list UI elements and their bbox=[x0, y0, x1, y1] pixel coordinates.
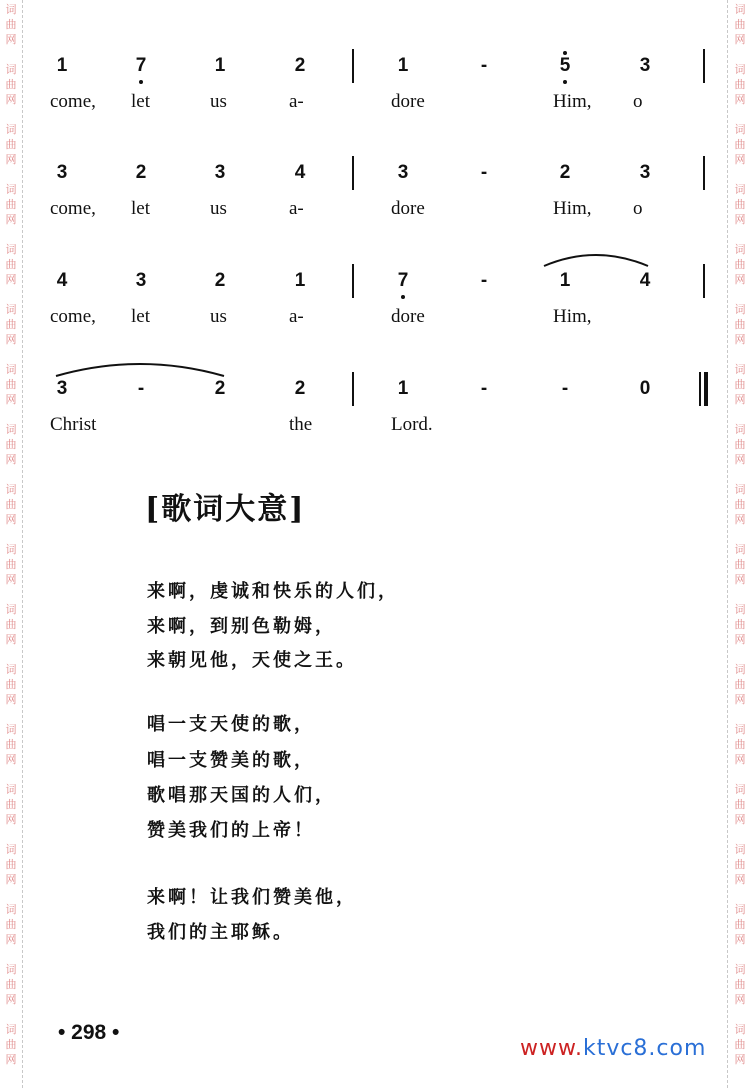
score-note bbox=[280, 55, 320, 77]
watermark-char: 词 bbox=[5, 783, 17, 796]
watermark-char: 词 bbox=[5, 423, 17, 436]
score-note bbox=[121, 378, 161, 400]
watermark-char: 词 bbox=[734, 363, 746, 376]
watermark-char: 网 bbox=[5, 453, 17, 466]
bar-line bbox=[352, 372, 354, 406]
watermark-char: 词 bbox=[5, 483, 17, 496]
watermark-char: 曲 bbox=[734, 858, 746, 871]
watermark-char: 词 bbox=[5, 3, 17, 16]
watermark-char: 词 bbox=[5, 63, 17, 76]
watermark-char: 曲 bbox=[5, 498, 17, 511]
watermark-char: 曲 bbox=[5, 858, 17, 871]
watermark-char: 曲 bbox=[5, 558, 17, 571]
watermark-char: 网 bbox=[734, 153, 746, 166]
score-lyric: come, bbox=[50, 306, 96, 327]
watermark-char: 词 bbox=[734, 783, 746, 796]
score-note-digit: 7 bbox=[397, 270, 409, 291]
watermark-char: 网 bbox=[734, 933, 746, 946]
watermark-char: 网 bbox=[734, 573, 746, 586]
score-note bbox=[464, 55, 504, 77]
score-note bbox=[383, 270, 423, 292]
poem-line: 来朝见他，天使之王。 bbox=[147, 650, 357, 671]
watermark-char: 词 bbox=[5, 123, 17, 136]
watermark-char: 曲 bbox=[734, 18, 746, 31]
score-note bbox=[464, 162, 504, 184]
watermark-char: 曲 bbox=[734, 258, 746, 271]
watermark-char: 词 bbox=[5, 363, 17, 376]
score-note bbox=[625, 270, 665, 292]
score-note bbox=[545, 55, 585, 77]
watermark-char: 词 bbox=[5, 1023, 17, 1036]
watermark-char: 网 bbox=[5, 213, 17, 226]
score-note bbox=[280, 378, 320, 400]
watermark-char: 网 bbox=[5, 753, 17, 766]
watermark-char: 网 bbox=[734, 213, 746, 226]
score-lyric: Christ bbox=[50, 414, 97, 435]
watermark-char: 网 bbox=[5, 1053, 17, 1066]
watermark-char: 曲 bbox=[734, 918, 746, 931]
bar-line bbox=[352, 49, 354, 83]
poem-line: 歌唱那天国的人们， bbox=[147, 785, 336, 806]
score-note bbox=[625, 378, 665, 400]
watermark-char: 网 bbox=[5, 813, 17, 826]
watermark-char: 网 bbox=[5, 573, 17, 586]
watermark-char: 曲 bbox=[5, 978, 17, 991]
watermark-char: 网 bbox=[5, 273, 17, 286]
poem-line: 赞美我们的上帝！ bbox=[147, 820, 315, 841]
watermark-char: 曲 bbox=[734, 618, 746, 631]
poem-line: 我们的主耶稣。 bbox=[147, 922, 294, 943]
score-note bbox=[42, 270, 82, 292]
watermark-char: 词 bbox=[734, 483, 746, 496]
score-note-digit: - bbox=[480, 378, 488, 399]
score-note-digit: 1 bbox=[397, 378, 409, 399]
score-note-digit: - bbox=[480, 55, 488, 76]
page-number: • 298 • bbox=[58, 1021, 120, 1044]
watermark-char: 网 bbox=[5, 933, 17, 946]
score-note-digit: 3 bbox=[135, 270, 147, 291]
score-note-digit: 2 bbox=[294, 378, 306, 399]
score-lyric: dore bbox=[391, 198, 425, 219]
watermark-char: 网 bbox=[734, 993, 746, 1006]
score-note bbox=[545, 162, 585, 184]
bar-line bbox=[703, 156, 705, 190]
watermark-char: 网 bbox=[5, 153, 17, 166]
watermark-char: 网 bbox=[5, 993, 17, 1006]
score-note-digit: - bbox=[137, 378, 145, 399]
watermark-char: 网 bbox=[734, 693, 746, 706]
score-note bbox=[625, 162, 665, 184]
watermark-char: 曲 bbox=[5, 438, 17, 451]
watermark-char: 曲 bbox=[734, 438, 746, 451]
watermark-char: 网 bbox=[734, 1053, 746, 1066]
watermark-char: 词 bbox=[5, 723, 17, 736]
watermark-char: 词 bbox=[734, 1023, 746, 1036]
watermark-char: 曲 bbox=[734, 558, 746, 571]
score-lyric: come, bbox=[50, 91, 96, 112]
score-note-digit: 4 bbox=[294, 162, 306, 183]
score-lyric: a- bbox=[289, 198, 304, 219]
watermark-char: 词 bbox=[734, 723, 746, 736]
watermark-char: 词 bbox=[734, 183, 746, 196]
watermark-char: 网 bbox=[734, 33, 746, 46]
score-lyric: let bbox=[131, 306, 150, 327]
watermark-char: 词 bbox=[5, 543, 17, 556]
watermark-char: 词 bbox=[734, 63, 746, 76]
watermark-char: 曲 bbox=[734, 798, 746, 811]
watermark-char: 词 bbox=[5, 963, 17, 976]
watermark-char: 词 bbox=[734, 3, 746, 16]
watermark-char: 网 bbox=[5, 873, 17, 886]
watermark-char: 网 bbox=[734, 633, 746, 646]
score-note bbox=[200, 55, 240, 77]
watermark-char: 网 bbox=[5, 513, 17, 526]
watermark-char: 网 bbox=[5, 693, 17, 706]
score-note-digit: 3 bbox=[56, 162, 68, 183]
score-note-digit: 4 bbox=[639, 270, 651, 291]
score-note bbox=[280, 270, 320, 292]
watermark-char: 曲 bbox=[5, 618, 17, 631]
final-bar-thin bbox=[699, 372, 701, 406]
right-watermark-column bbox=[731, 0, 749, 1088]
score-lyric: dore bbox=[391, 91, 425, 112]
score-lyric: Lord. bbox=[391, 414, 433, 435]
score-note bbox=[280, 162, 320, 184]
watermark-char: 曲 bbox=[5, 318, 17, 331]
score-note-digit: 3 bbox=[397, 162, 409, 183]
watermark-char: 网 bbox=[734, 393, 746, 406]
score-lyric: come, bbox=[50, 198, 96, 219]
score-lyric: Him, bbox=[553, 91, 592, 112]
score-lyric: the bbox=[289, 414, 313, 435]
score-lyric: a- bbox=[289, 91, 304, 112]
score-note-digit: 1 bbox=[559, 270, 571, 291]
watermark-char: 曲 bbox=[734, 678, 746, 691]
watermark-char: 网 bbox=[734, 273, 746, 286]
score-note-digit: 1 bbox=[56, 55, 68, 76]
watermark-char: 曲 bbox=[5, 1038, 17, 1051]
score-note bbox=[200, 162, 240, 184]
poem-line: 来啊，到别色勒姆， bbox=[147, 616, 336, 637]
watermark-char: 曲 bbox=[734, 198, 746, 211]
score-note-digit: 2 bbox=[214, 270, 226, 291]
score-note-digit: - bbox=[480, 162, 488, 183]
watermark-char: 网 bbox=[5, 33, 17, 46]
score-note-digit: 2 bbox=[294, 55, 306, 76]
score-note-digit: 7 bbox=[135, 55, 147, 76]
score-note-digit: - bbox=[480, 270, 488, 291]
score-note-digit: 1 bbox=[294, 270, 306, 291]
right-dashed-border bbox=[727, 0, 728, 1088]
score-lyric: Him, bbox=[553, 198, 592, 219]
watermark-char: 词 bbox=[5, 843, 17, 856]
score-note bbox=[42, 55, 82, 77]
watermark-char: 曲 bbox=[734, 318, 746, 331]
score-note bbox=[383, 378, 423, 400]
score-note-digit: - bbox=[561, 378, 569, 399]
score-note-digit: 2 bbox=[559, 162, 571, 183]
watermark-char: 曲 bbox=[5, 738, 17, 751]
score-lyric: us bbox=[210, 198, 227, 219]
watermark-char: 词 bbox=[734, 903, 746, 916]
watermark-char: 词 bbox=[734, 303, 746, 316]
watermark-char: 网 bbox=[5, 333, 17, 346]
left-watermark-column bbox=[2, 0, 20, 1088]
slur-system-4 bbox=[52, 358, 228, 380]
watermark-char: 网 bbox=[734, 873, 746, 886]
score-lyric: let bbox=[131, 91, 150, 112]
score-note bbox=[121, 162, 161, 184]
site-watermark bbox=[520, 1036, 706, 1061]
score-note bbox=[200, 270, 240, 292]
score-note-digit: 3 bbox=[214, 162, 226, 183]
score-note-digit: 2 bbox=[214, 378, 226, 399]
bar-line bbox=[352, 156, 354, 190]
watermark-char: 网 bbox=[734, 453, 746, 466]
score-lyric: o bbox=[633, 91, 643, 112]
watermark-char: 词 bbox=[5, 663, 17, 676]
watermark-char: 词 bbox=[734, 543, 746, 556]
score-lyric: a- bbox=[289, 306, 304, 327]
watermark-char: 曲 bbox=[5, 198, 17, 211]
poem-line: 唱一支天使的歌， bbox=[147, 714, 315, 735]
poem-line: 来啊！让我们赞美他， bbox=[147, 887, 357, 908]
watermark-char: 曲 bbox=[734, 738, 746, 751]
site-watermark-prefix: www. bbox=[520, 1036, 583, 1061]
lyrics-meaning-heading: [歌词大意] bbox=[145, 492, 306, 527]
final-bar-thick bbox=[704, 372, 708, 406]
score-note bbox=[545, 378, 585, 400]
score-lyric: Him, bbox=[553, 306, 592, 327]
watermark-char: 曲 bbox=[5, 678, 17, 691]
score-note-digit: 3 bbox=[56, 378, 68, 399]
score-note bbox=[625, 55, 665, 77]
slur-system-3 bbox=[540, 250, 652, 270]
watermark-char: 曲 bbox=[734, 1038, 746, 1051]
score-note-digit: 4 bbox=[56, 270, 68, 291]
watermark-char: 曲 bbox=[734, 378, 746, 391]
watermark-char: 词 bbox=[5, 903, 17, 916]
score-note bbox=[42, 162, 82, 184]
score-lyric: us bbox=[210, 306, 227, 327]
watermark-char: 词 bbox=[734, 963, 746, 976]
watermark-char: 词 bbox=[734, 243, 746, 256]
watermark-char: 网 bbox=[5, 93, 17, 106]
score-note bbox=[383, 55, 423, 77]
watermark-char: 词 bbox=[734, 663, 746, 676]
bar-line bbox=[703, 264, 705, 298]
score-note-digit: 1 bbox=[214, 55, 226, 76]
watermark-char: 词 bbox=[734, 843, 746, 856]
watermark-char: 词 bbox=[5, 243, 17, 256]
watermark-char: 网 bbox=[734, 513, 746, 526]
watermark-char: 曲 bbox=[5, 78, 17, 91]
watermark-char: 曲 bbox=[734, 138, 746, 151]
watermark-char: 网 bbox=[734, 93, 746, 106]
watermark-char: 词 bbox=[734, 423, 746, 436]
watermark-char: 网 bbox=[5, 633, 17, 646]
score-note bbox=[121, 55, 161, 77]
score-note-digit: 3 bbox=[639, 162, 651, 183]
score-lyric: o bbox=[633, 198, 643, 219]
watermark-char: 词 bbox=[734, 603, 746, 616]
score-note bbox=[383, 162, 423, 184]
watermark-char: 网 bbox=[734, 813, 746, 826]
poem-line: 唱一支赞美的歌， bbox=[147, 750, 315, 771]
score-lyric: let bbox=[131, 198, 150, 219]
score-note-digit: 3 bbox=[639, 55, 651, 76]
score-note bbox=[464, 270, 504, 292]
watermark-char: 曲 bbox=[5, 138, 17, 151]
score-lyric: us bbox=[210, 91, 227, 112]
score-note bbox=[121, 270, 161, 292]
watermark-char: 网 bbox=[5, 393, 17, 406]
score-note-digit: 1 bbox=[397, 55, 409, 76]
watermark-char: 曲 bbox=[5, 918, 17, 931]
watermark-char: 网 bbox=[734, 333, 746, 346]
watermark-char: 词 bbox=[5, 303, 17, 316]
watermark-char: 词 bbox=[5, 183, 17, 196]
watermark-char: 词 bbox=[734, 123, 746, 136]
score-note bbox=[464, 378, 504, 400]
site-watermark-domain: ktvc8.com bbox=[582, 1036, 707, 1061]
watermark-char: 曲 bbox=[734, 78, 746, 91]
bar-line bbox=[352, 264, 354, 298]
bar-line bbox=[703, 49, 705, 83]
watermark-char: 曲 bbox=[734, 978, 746, 991]
watermark-char: 网 bbox=[734, 753, 746, 766]
watermark-char: 曲 bbox=[5, 18, 17, 31]
left-dashed-border bbox=[22, 0, 23, 1088]
watermark-char: 曲 bbox=[5, 258, 17, 271]
score-note bbox=[545, 270, 585, 292]
score-note bbox=[200, 378, 240, 400]
watermark-char: 曲 bbox=[5, 378, 17, 391]
watermark-char: 曲 bbox=[5, 798, 17, 811]
score-lyric: dore bbox=[391, 306, 425, 327]
score-note-digit: 2 bbox=[135, 162, 147, 183]
score-note-digit: 0 bbox=[639, 378, 651, 399]
watermark-char: 曲 bbox=[734, 498, 746, 511]
score-note bbox=[42, 378, 82, 400]
score-note-digit: 5 bbox=[559, 55, 571, 76]
poem-line: 来啊，虔诚和快乐的人们， bbox=[147, 581, 399, 602]
watermark-char: 词 bbox=[5, 603, 17, 616]
